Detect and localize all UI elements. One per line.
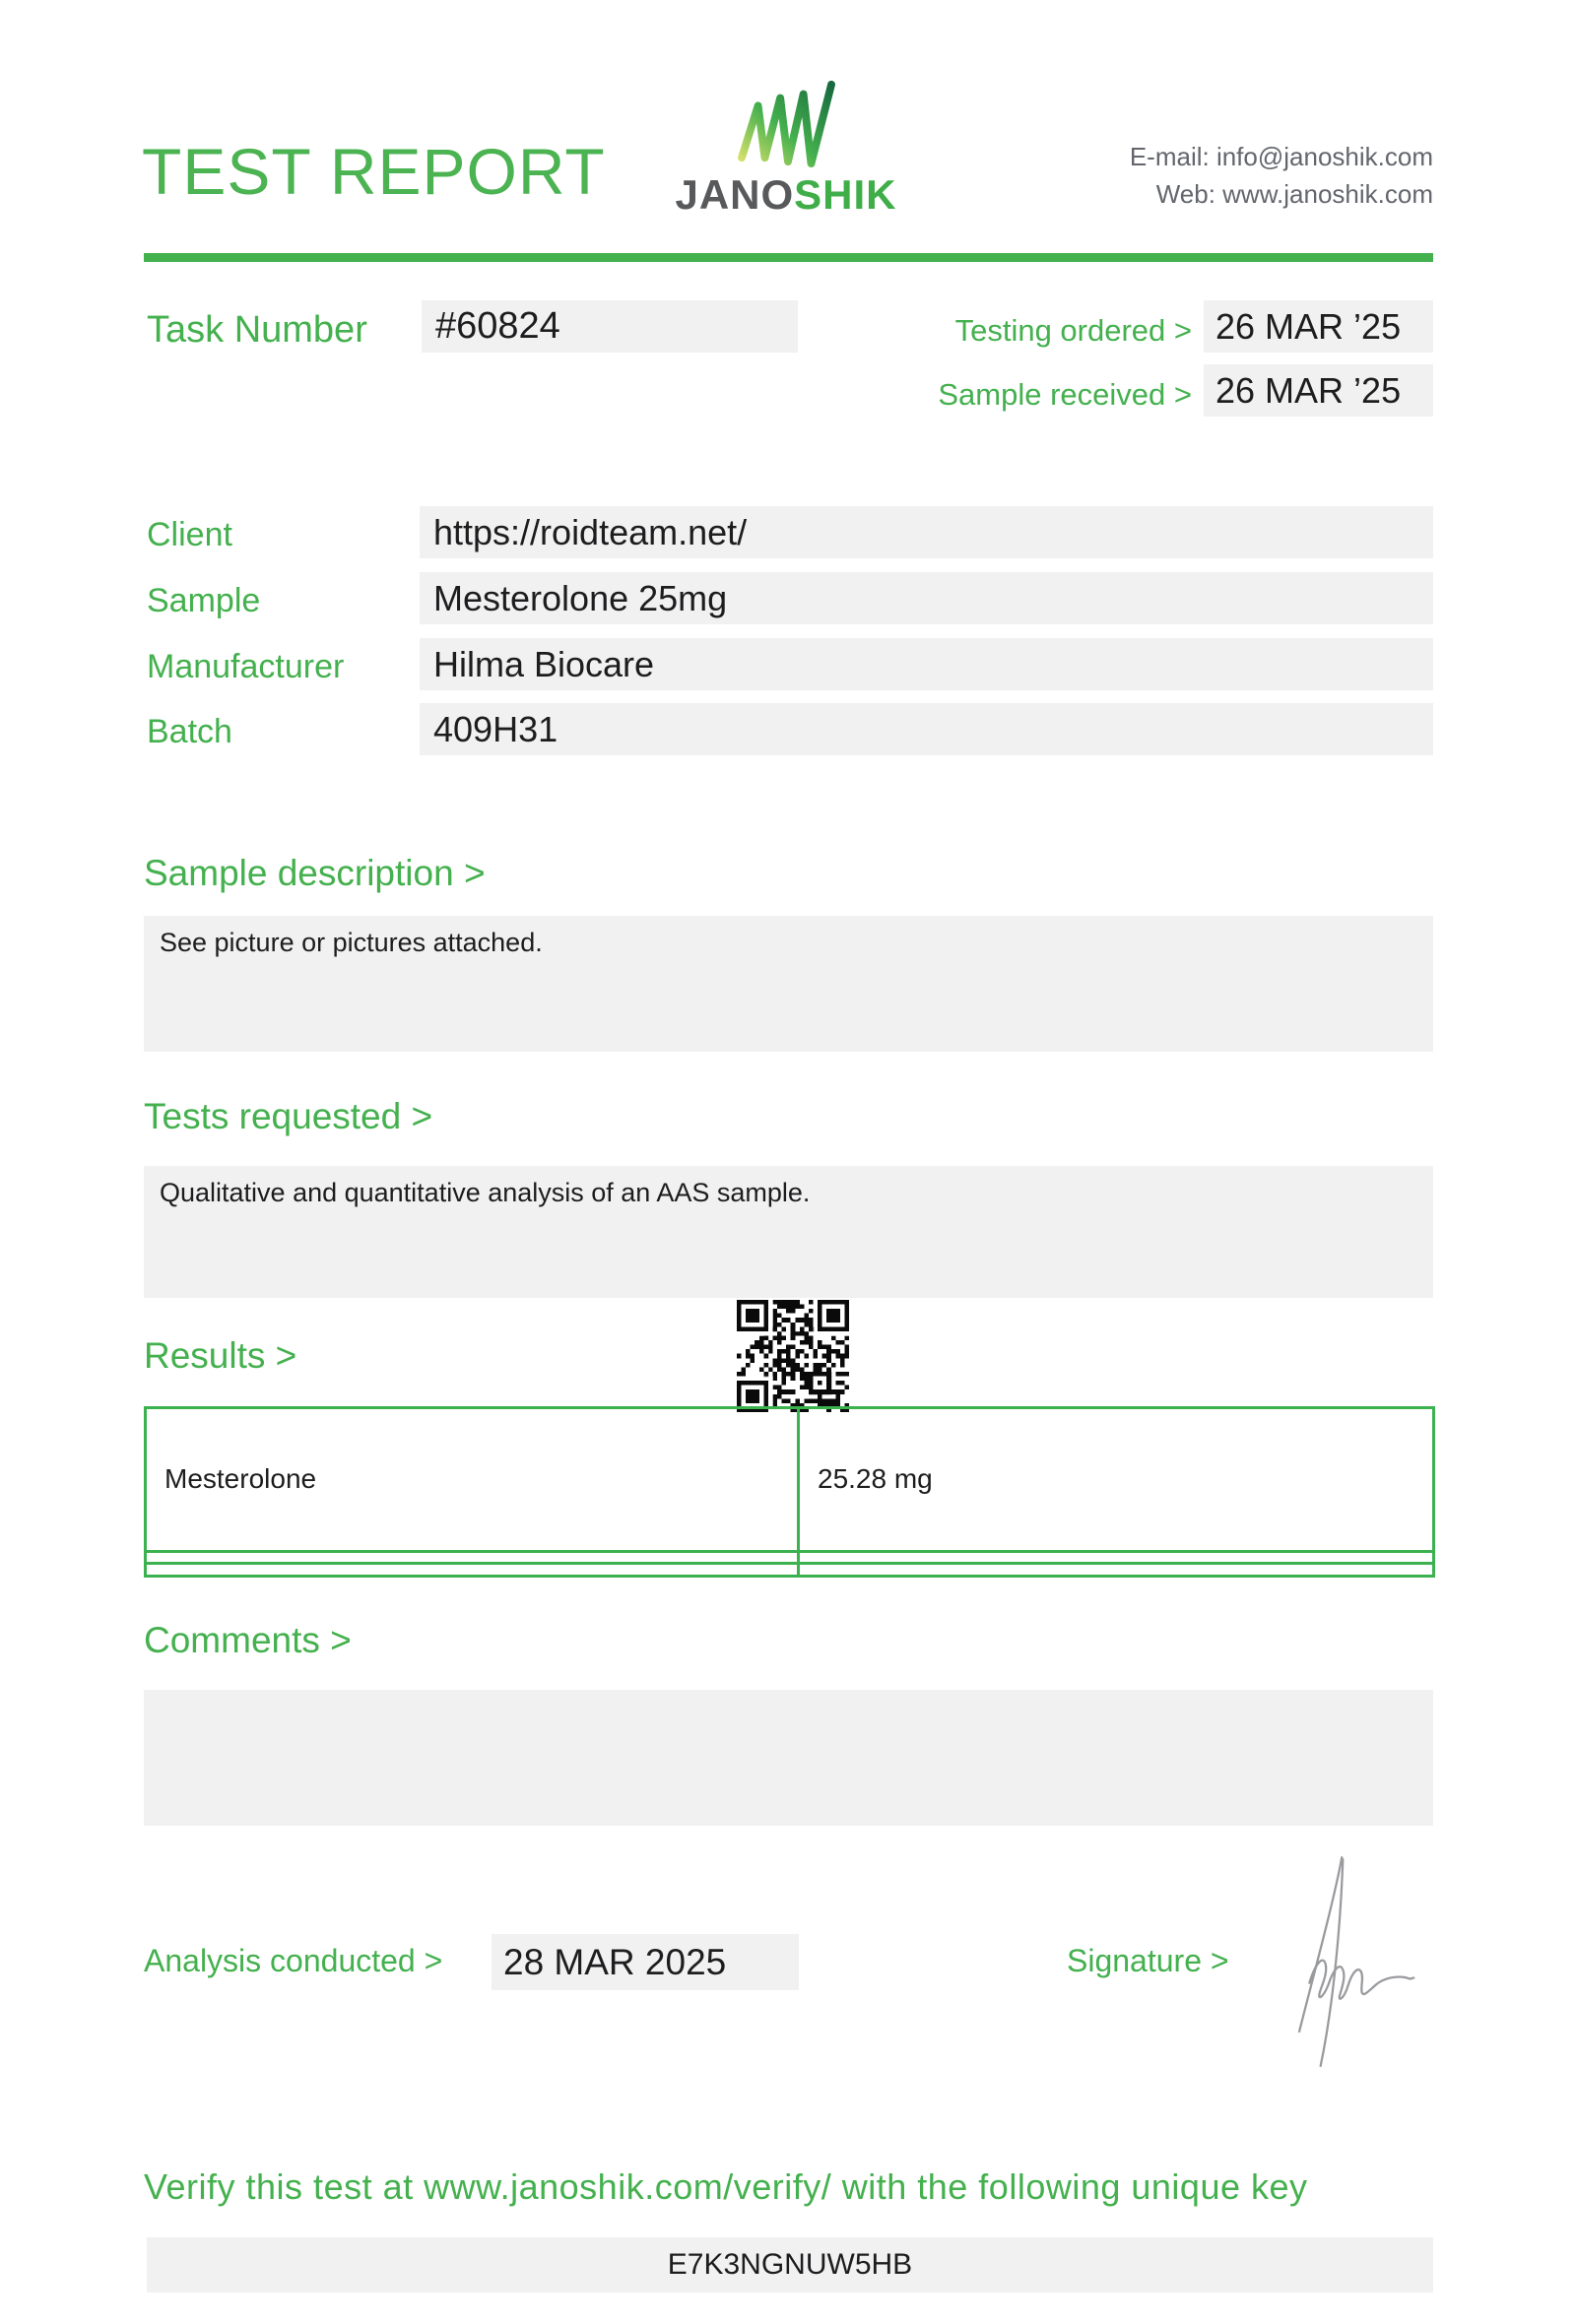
logo-jano: JANO <box>675 171 795 218</box>
result-amount <box>799 1551 1434 1564</box>
verify-instruction: Verify this test at www.janoshik.com/verify/ with the following unique key <box>144 2166 1308 2207</box>
comments-heading: Comments > <box>144 1620 352 1660</box>
logo-wordmark <box>668 171 904 219</box>
sample-received-label: Sample received > <box>938 377 1192 412</box>
trending-chart-icon <box>728 75 844 169</box>
result-analyte <box>146 1551 799 1564</box>
client-label: Client <box>147 516 232 553</box>
contact-web: Web: www.janoshik.com <box>1155 179 1433 209</box>
testing-ordered-label: Testing ordered > <box>954 313 1192 348</box>
qr-code-icon <box>737 1300 849 1412</box>
sample-received-value: 26 MAR ’25 <box>1204 364 1433 417</box>
comments-box <box>144 1690 1433 1826</box>
result-analyte <box>146 1564 799 1577</box>
tests-requested-heading: Tests requested > <box>144 1096 433 1136</box>
logo-shik: SHIK <box>794 171 897 218</box>
contact-block <box>1130 138 1433 213</box>
unique-key-value: E7K3NGNUW5HB <box>147 2237 1433 2292</box>
result-analyte: Mesterolone <box>146 1408 799 1552</box>
signature-label: Signature > <box>1067 1943 1229 1978</box>
page-title: TEST REPORT <box>142 135 606 208</box>
results-heading: Results > <box>144 1335 297 1376</box>
sample-description-heading: Sample description > <box>144 853 486 893</box>
sample-description-text: See picture or pictures attached. <box>160 928 543 957</box>
tests-requested-text: Qualitative and quantitative analysis of an AAS sample. <box>160 1178 811 1207</box>
result-amount <box>799 1564 1434 1577</box>
analysis-conducted-label: Analysis conducted > <box>144 1943 443 1978</box>
task-number-label: Task Number <box>147 309 367 351</box>
table-row <box>146 1551 1434 1564</box>
batch-label: Batch <box>147 713 232 750</box>
testing-ordered-value: 26 MAR ’25 <box>1204 300 1433 353</box>
janoshik-logo <box>668 75 904 219</box>
task-number-value: #60824 <box>422 300 798 353</box>
analysis-date-value: 28 MAR 2025 <box>492 1934 799 1990</box>
manufacturer-label: Manufacturer <box>147 648 345 685</box>
contact-email: E-mail: info@janoshik.com <box>1129 142 1433 171</box>
sample-description-box <box>144 916 1433 1052</box>
table-row <box>146 1564 1434 1577</box>
sample-value: Mesterolone 25mg <box>420 572 1433 624</box>
sample-label: Sample <box>147 582 261 619</box>
table-row <box>146 1408 1434 1552</box>
handwritten-signature <box>1279 1853 1421 2068</box>
results-table <box>144 1406 1435 1578</box>
client-value: https://roidteam.net/ <box>420 506 1433 558</box>
batch-value: 409H31 <box>420 703 1433 755</box>
header-divider <box>144 253 1433 262</box>
manufacturer-value: Hilma Biocare <box>420 638 1433 690</box>
tests-requested-box <box>144 1166 1433 1298</box>
result-amount: 25.28 mg <box>799 1408 1434 1552</box>
